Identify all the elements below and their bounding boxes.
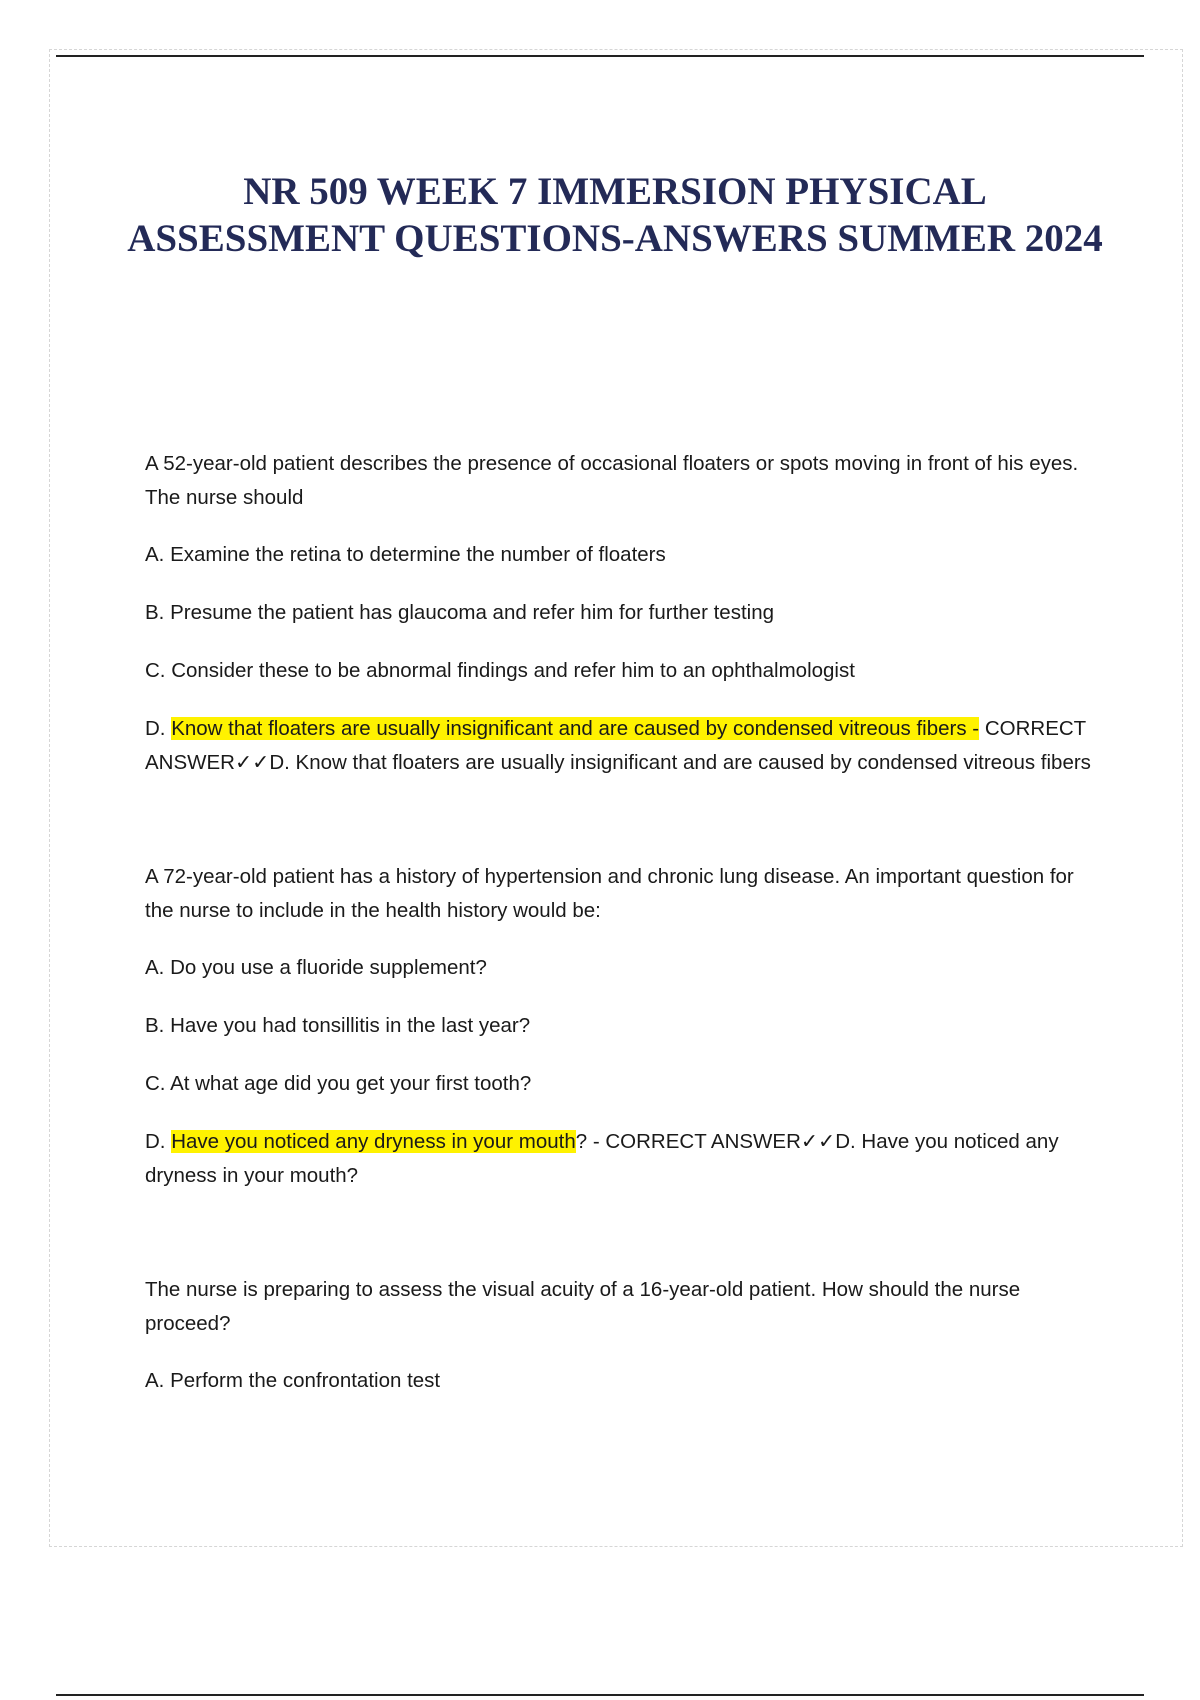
question-stem: A 72-year-old patient has a history of hypertension and chronic lung disease. An important question for the nurse to include in the health history would be: [145, 865, 1074, 922]
option-c: C. Consider these to be abnormal findings and refer him to an ophthalmologist [145, 659, 855, 682]
answer-prefix: D. [145, 717, 172, 740]
option-a: A. Perform the confrontation test [145, 1369, 441, 1392]
document-body [145, 447, 1095, 1422]
answer-highlight: Have you noticed any dryness in your mouth [171, 1130, 576, 1153]
option-b: B. Presume the patient has glaucoma and refer him for further testing [145, 601, 774, 624]
option-a: A. Do you use a fluoride supplement? [145, 956, 487, 979]
answer-explanation: CORRECT ANSWER✓✓D. Know that floaters are usually insignificant and are caused by condensed vitreous fibers [145, 717, 1091, 774]
answer-prefix: D. [145, 1130, 172, 1153]
answer-highlight: Know that floaters are usually insignificant and are caused by condensed vitreous fibers - [171, 717, 980, 740]
footer-rule [56, 1694, 1144, 1696]
option-b: B. Have you had tonsillitis in the last year? [145, 1014, 531, 1037]
question-stem: The nurse is preparing to assess the visual acuity of a 16-year-old patient. How should the nurse proceed? [145, 1278, 1021, 1335]
question-block-3 [145, 1273, 1095, 1398]
question-stem: A 52-year-old patient describes the presence of occasional floaters or spots moving in front of his eyes. The nurse should [145, 452, 1079, 509]
question-block-1 [145, 447, 1095, 780]
correct-answer [145, 1125, 1095, 1193]
spacer [145, 1193, 1095, 1273]
header-rule [56, 55, 1144, 57]
answer-explanation: ? - CORRECT ANSWER✓✓D. Have you noticed any dryness in your mouth? [145, 1130, 1059, 1187]
option-a: A. Examine the retina to determine the number of floaters [145, 543, 666, 566]
correct-answer [145, 712, 1095, 780]
question-block-2 [145, 860, 1095, 1193]
spacer [145, 780, 1095, 860]
option-c: C. At what age did you get your first tooth? [145, 1072, 532, 1095]
document-title: NR 509 WEEK 7 IMMERSION PHYSICAL ASSESSMENT QUESTIONS-ANSWERS SUMMER 2024 [127, 170, 1103, 260]
